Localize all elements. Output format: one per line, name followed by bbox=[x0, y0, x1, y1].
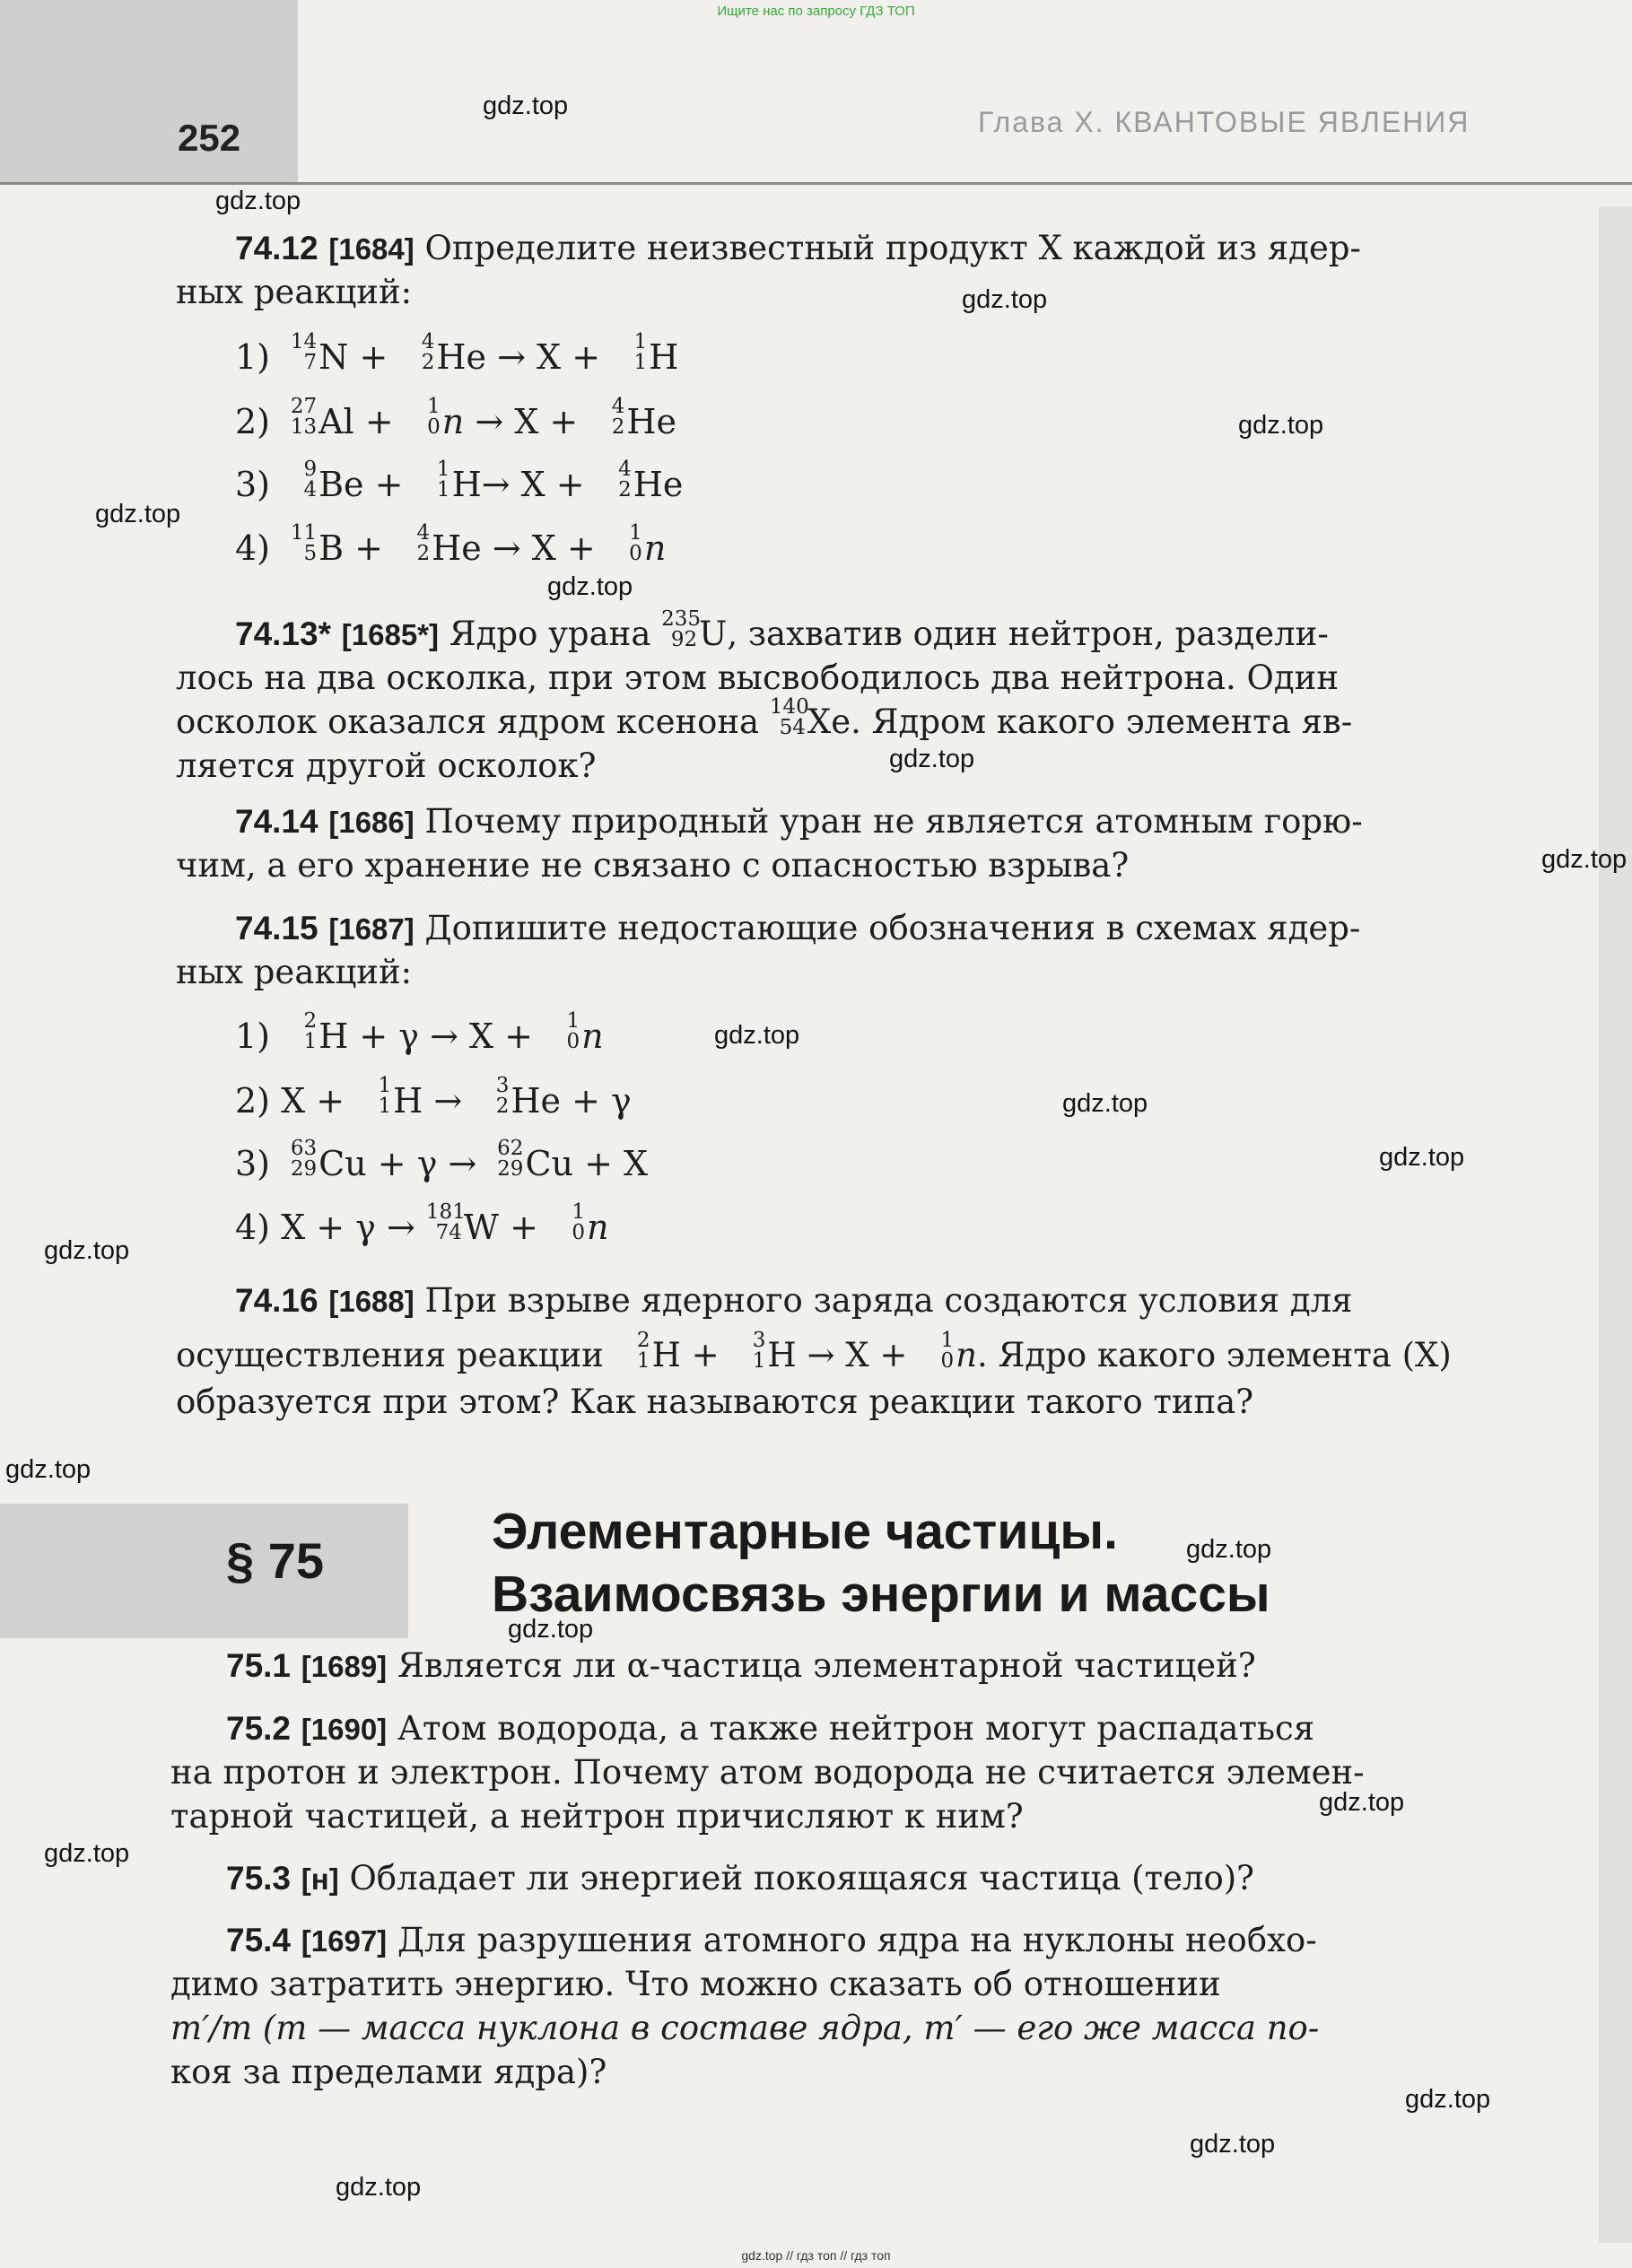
problem-75-2: 75.2 [1690] Атом водорода, а также нейтрон могут распадаться bbox=[226, 1709, 1315, 1748]
page-number: 252 bbox=[178, 117, 241, 159]
reaction-item: 1) 14 7 N + 4 2 He → X + 1 1 H bbox=[235, 335, 678, 379]
nuclide: 1 0 n bbox=[566, 1009, 604, 1056]
problem-74-14: 74.14 [1686] Почему природный уран не является атомным горю- bbox=[235, 802, 1363, 841]
watermark: gdz.top bbox=[336, 2173, 422, 2202]
problem-text: осуществления реакции 2 1 H + 3 1 H → X + 1 0 n. Ядро какого элемента (X) bbox=[176, 1333, 1575, 1377]
nuclide: 1 0 n bbox=[940, 1329, 977, 1374]
problem-ref: [1684] bbox=[328, 232, 415, 266]
nuclide: 4 2 He bbox=[421, 330, 487, 377]
watermark: gdz.top bbox=[962, 285, 1048, 314]
nuclide: 3 1 H bbox=[752, 1329, 797, 1374]
nuclide: 1 1 H bbox=[633, 330, 679, 377]
problem-text: Определите неизвестный продукт X каждой из ядер- bbox=[424, 229, 1362, 267]
nuclide: 11 5 B bbox=[290, 521, 345, 568]
watermark: gdz.top bbox=[1379, 1143, 1465, 1172]
section-title-line: Элементарные частицы. bbox=[492, 1503, 1118, 1560]
watermark: gdz.top bbox=[1405, 2085, 1491, 2114]
reaction-item: 1) 2 1 H + γ → X + 1 0 n bbox=[235, 1014, 604, 1059]
nuclide: 140 54 Xe bbox=[769, 695, 851, 741]
reaction-item: 4) X + γ → 181 74 W + 1 0 n bbox=[235, 1205, 609, 1250]
section-title bbox=[492, 1500, 1270, 1626]
nuclide: 27 13 Al bbox=[290, 395, 354, 441]
problem-75-1: 75.1 [1689] Является ли α-частица элементарной частицей? bbox=[226, 1646, 1256, 1685]
problem-text: коя за пределами ядра)? bbox=[170, 2053, 607, 2091]
problem-74-15: 74.15 [1687] Допишите недостающие обозначения в схемах ядер- bbox=[235, 909, 1361, 947]
right-margin-strip bbox=[1599, 206, 1632, 2243]
problem-text: образуется при этом? Как называются реакции такого типа? bbox=[176, 1383, 1254, 1421]
watermark: gdz.top bbox=[1186, 1535, 1272, 1564]
bottom-banner: gdz.top // гдз топ // гдз топ bbox=[741, 2248, 891, 2263]
watermark: gdz.top bbox=[5, 1455, 92, 1484]
problem-74-16: 74.16 [1688] При взрыве ядерного заряда создаются условия для bbox=[235, 1281, 1353, 1320]
problem-text: ляется другой осколок? bbox=[176, 746, 597, 785]
page-number-box bbox=[0, 0, 298, 182]
watermark: gdz.top bbox=[1238, 411, 1324, 440]
problem-text: осколок оказался ядром ксенона 140 54 Xe. Ядром какого элемента яв- bbox=[176, 700, 1352, 744]
item-number: 1) bbox=[235, 337, 271, 377]
watermark: gdz.top bbox=[95, 500, 181, 528]
watermark: gdz.top bbox=[1319, 1788, 1405, 1817]
top-banner: Ищите нас по запросу ГДЗ ТОП bbox=[717, 4, 915, 19]
nuclide: 1 1 H bbox=[378, 1074, 423, 1121]
nuclide: 14 7 N bbox=[290, 330, 349, 377]
problem-text: димо затратить энергию. Что можно сказать об отношении bbox=[170, 1965, 1221, 2003]
nuclide: 63 29 Cu bbox=[290, 1137, 367, 1183]
problem-text: m′/m (m — масса нуклона в составе ядра, m′ — его же масса по- bbox=[170, 2009, 1320, 2047]
problem-75-3: 75.3 [н] Обладает ли энергией покоящаяся частица (тело)? bbox=[226, 1859, 1255, 1897]
nuclide: 3 2 He bbox=[495, 1074, 561, 1121]
nuclide: 4 2 He bbox=[416, 521, 482, 568]
watermark: gdz.top bbox=[44, 1236, 130, 1265]
nuclide: 1 0 n bbox=[572, 1200, 609, 1247]
nuclide: 2 1 H bbox=[303, 1009, 349, 1056]
problem-text: ных реакций: bbox=[176, 953, 413, 991]
nuclide: 9 4 Be bbox=[303, 458, 364, 504]
problem-74-12 bbox=[235, 226, 1563, 271]
problem-75-4: 75.4 [1697] Для разрушения атомного ядра на нуклоны необхо- bbox=[226, 1921, 1317, 1959]
watermark: gdz.top bbox=[44, 1839, 130, 1868]
nuclide: 235 92 U bbox=[661, 607, 728, 653]
problem-text: чим, а его хранение не связано с опасностью взрыва? bbox=[176, 846, 1130, 885]
problem-text: лось на два осколка, при этом высвободилось два нейтрона. Один bbox=[176, 659, 1339, 697]
reaction-item: 3) 9 4 Be + 1 1 H→ X + 4 2 He bbox=[235, 462, 683, 507]
header-rule bbox=[0, 182, 1632, 185]
nuclide: 62 29 Cu bbox=[497, 1137, 574, 1183]
reaction-item: 3) 63 29 Cu + γ → 62 29 Cu + X bbox=[235, 1141, 648, 1186]
reaction-item: 4) 11 5 B + 4 2 He → X + 1 0 n bbox=[235, 526, 666, 571]
nuclide: 181 74 W bbox=[425, 1200, 499, 1247]
section-number: § 75 bbox=[226, 1532, 324, 1589]
watermark: gdz.top bbox=[547, 572, 633, 601]
watermark: gdz.top bbox=[714, 1021, 800, 1050]
nuclide: 1 0 n bbox=[629, 521, 667, 568]
problem-text: ных реакций: bbox=[176, 273, 413, 311]
watermark: gdz.top bbox=[215, 187, 301, 215]
watermark: gdz.top bbox=[889, 745, 975, 773]
nuclide: 4 2 He bbox=[618, 458, 684, 504]
watermark: gdz.top bbox=[1190, 2130, 1276, 2159]
nuclide: 1 1 H bbox=[436, 458, 482, 504]
watermark: gdz.top bbox=[483, 92, 569, 120]
chapter-header: Глава X. КВАНТОВЫЕ ЯВЛЕНИЯ bbox=[978, 106, 1471, 138]
reaction-item: 2) X + 1 1 H → 3 2 He + γ bbox=[235, 1078, 632, 1123]
section-box bbox=[0, 1504, 408, 1638]
problem-text: на протон и электрон. Почему атом водорода не считается элемен- bbox=[170, 1753, 1365, 1792]
problem-number: 74.12 bbox=[235, 230, 319, 266]
nuclide: 1 0 n bbox=[427, 395, 465, 441]
problem-74-13: 74.13* [1685*] Ядро урана 235 92 U, захватив один нейтрон, раздели- bbox=[235, 612, 1581, 657]
watermark: gdz.top bbox=[1062, 1089, 1148, 1118]
problem-text: тарной частицей, а нейтрон причисляют к ним? bbox=[170, 1797, 1024, 1836]
reaction-item: 2) 27 13 Al + 1 0 n → X + 4 2 He bbox=[235, 399, 676, 444]
nuclide: 2 1 H bbox=[636, 1329, 681, 1374]
section-title-line: Взаимосвязь энергии и массы bbox=[492, 1566, 1270, 1623]
nuclide: 4 2 He bbox=[611, 395, 676, 441]
watermark: gdz.top bbox=[508, 1615, 594, 1644]
watermark: gdz.top bbox=[1541, 845, 1628, 874]
